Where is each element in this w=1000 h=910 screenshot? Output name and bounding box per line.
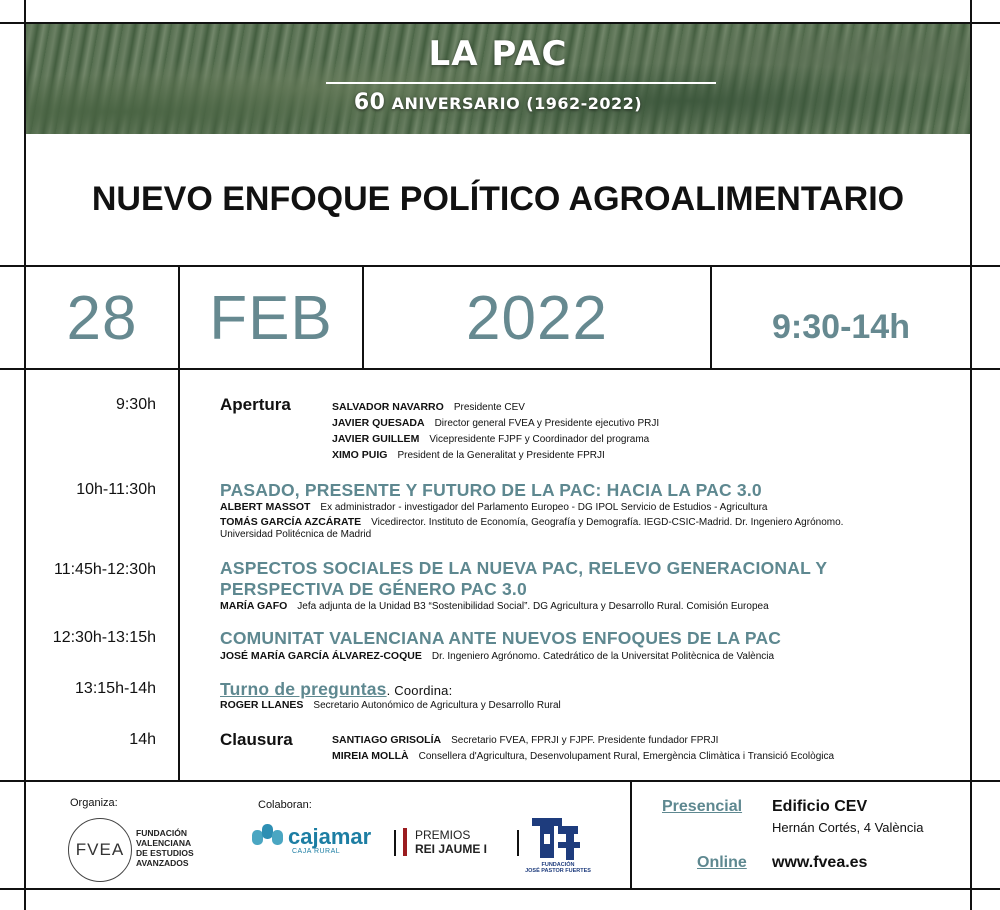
speaker-role-continuation: Universidad Politécnica de Madrid [220,529,372,540]
speaker-name: MARÍA GAFO [220,600,288,612]
speaker-role: Secretario FVEA, FPRJI y FJPF. Presidente fundador FPRJI [451,735,719,746]
date-month-cell [180,268,362,368]
frame-right-edge [970,0,972,910]
schedule-time: 14h [129,731,156,748]
schedule-time: 9:30h [115,396,156,413]
speaker-name: MIREIA MOLLÀ [332,750,409,762]
schedule-title: ASPECTOS SOCIALES DE LA NUEVA PAC, RELEVO GENERACIONAL Y [220,558,828,578]
speaker-role: Presidente CEV [453,402,525,413]
banner-subtitle-text: ANIVERSARIO (1962-2022) [391,94,643,113]
speaker-role: Dr. Ingeniero Agrónomo. Catedrático de la Universitat Politècnica de València [431,651,775,662]
speaker-name: ROGER LLANES [220,699,304,711]
online-label: Online [697,854,747,871]
fvea-name-line: VALENCIANA [136,838,192,848]
date-year-cell [364,268,710,368]
speaker-role: Director general FVEA y Presidente ejecutivo PRJI [434,418,660,429]
schedule-time: 12:30h-13:15h [52,629,156,646]
frame-schedule-bottom-rule [0,780,1000,782]
speaker-line [332,401,525,413]
banner-rule [326,82,716,84]
frame-left-edge [24,0,26,910]
speaker-line [332,449,605,461]
fvea-name-line: AVANZADOS [136,858,189,868]
speaker-line [332,433,649,445]
speaker-name: JOSÉ MARÍA GARCÍA ÁLVAREZ-COQUE [220,650,422,662]
speaker-name: TOMÁS GARCÍA AZCÁRATE [220,516,362,528]
frame-title-bottom-rule [0,265,1000,267]
qa-suffix: . Coordina: [386,683,453,698]
premios-rei-jaume-logo [403,828,487,856]
speaker-name: XIMO PUIG [332,449,388,461]
organiza-label: Organiza: [70,797,118,809]
fjpf-caption-line: JOSÉ PASTOR FUERTES [525,868,591,874]
schedule-column-divider [178,370,180,780]
date-hours-cell [712,268,970,368]
date-day: 28 [66,283,138,353]
speaker-line [332,417,659,429]
schedule-title: COMUNITAT VALENCIANA ANTE NUEVOS ENFOQUES DE LA PAC [220,628,782,648]
date-day-cell [26,268,178,368]
schedule-title: Clausura [220,730,293,749]
website-link[interactable]: www.fvea.es [772,854,868,871]
fvea-logo: FVEA [68,818,132,882]
fjpf-caption-line: FUNDACIÓN [541,862,575,868]
venue-name: Edificio CEV [772,798,868,815]
speaker-line [220,699,561,711]
banner-subtitle-number: 60 [353,90,386,115]
schedule-title [220,679,452,701]
schedule-title: PERSPECTIVA DE GÉNERO PAC 3.0 [220,579,527,599]
speaker-line [220,501,767,513]
premios-mark-icon [403,828,407,856]
colaboran-label: Colaboran: [258,799,312,811]
fjpf-caption [522,862,594,874]
speaker-role: Jefa adjunta de la Unidad B3 “Sostenibilidad Social”. DG Agricultura y Desarrollo Rural. Comisión Europea [297,601,769,612]
banner-title: LA PAC [428,34,568,74]
cajamar-subtitle: CAJA RURAL [292,848,341,855]
speaker-role: President de la Generalitat y Presidente FPRJI [397,450,605,461]
speaker-role: Consellera d'Agricultura, Desenvolupament Rural, Emergència Climàtica i Transició Ecològica [418,751,835,762]
main-title: NUEVO ENFOQUE POLÍTICO AGROALIMENTARIO [91,180,905,218]
frame-footer-bottom-rule [0,888,1000,890]
speaker-line [220,516,843,528]
frame-date-bottom-rule [0,368,1000,370]
date-month: FEB [209,283,333,353]
logo-separator [394,830,396,856]
speaker-name: ALBERT MASSOT [220,501,311,513]
banner-subtitle [26,90,970,115]
footer-divider [630,782,632,888]
speaker-role: Ex administrador - investigador del Parlamento Europeo - DG IPOL Servicio de Estudios - Agricultura [320,502,768,513]
speaker-name: SALVADOR NAVARRO [332,401,444,413]
schedule-title: Apertura [220,395,291,414]
premios-line-bold: REI JAUME I [415,842,488,856]
schedule-title: PASADO, PRESENTE Y FUTURO DE LA PAC: HACIA LA PAC 3.0 [220,480,762,500]
speaker-role: Vicedirector. Instituto de Economía, Geografía y Demografía. IEGD-CSIC-Madrid. Dr. Ingeniero Agrónomo. [371,517,844,528]
premios-text [415,828,487,856]
logo-separator [517,830,519,856]
schedule-time: 10h-11:30h [76,481,156,498]
speaker-name: SANTIAGO GRISOLÍA [332,734,442,746]
speaker-line [332,734,718,746]
speaker-name: JAVIER GUILLEM [332,433,420,445]
schedule-time: 11:45h-12:30h [53,561,156,578]
speaker-line [220,650,774,662]
fjpf-logo-icon [530,816,586,868]
date-year: 2022 [466,283,608,353]
venue-address: Hernán Cortés, 4 València [772,820,924,835]
fvea-name-line: DE ESTUDIOS [136,848,194,858]
schedule-time: 13:15h-14h [75,680,156,697]
speaker-role: Vicepresidente FJPF y Coordinador del programa [429,434,650,445]
cajamar-wordmark: cajamar [288,824,372,849]
hero-banner-image [26,24,970,134]
speaker-role: Secretario Autonómico de Agricultura y Desarrollo Rural [313,700,561,711]
presencial-label: Presencial [662,798,743,815]
cajamar-people-icon [252,822,282,852]
qa-title: Turno de preguntas [220,679,387,699]
fvea-name [136,828,194,868]
speaker-line [220,600,769,612]
premios-line: PREMIOS [415,828,471,842]
fvea-name-line: FUNDACIÓN [136,828,187,838]
speaker-line [332,750,834,762]
date-hours: 9:30-14h [772,307,910,346]
speaker-name: JAVIER QUESADA [332,417,425,429]
